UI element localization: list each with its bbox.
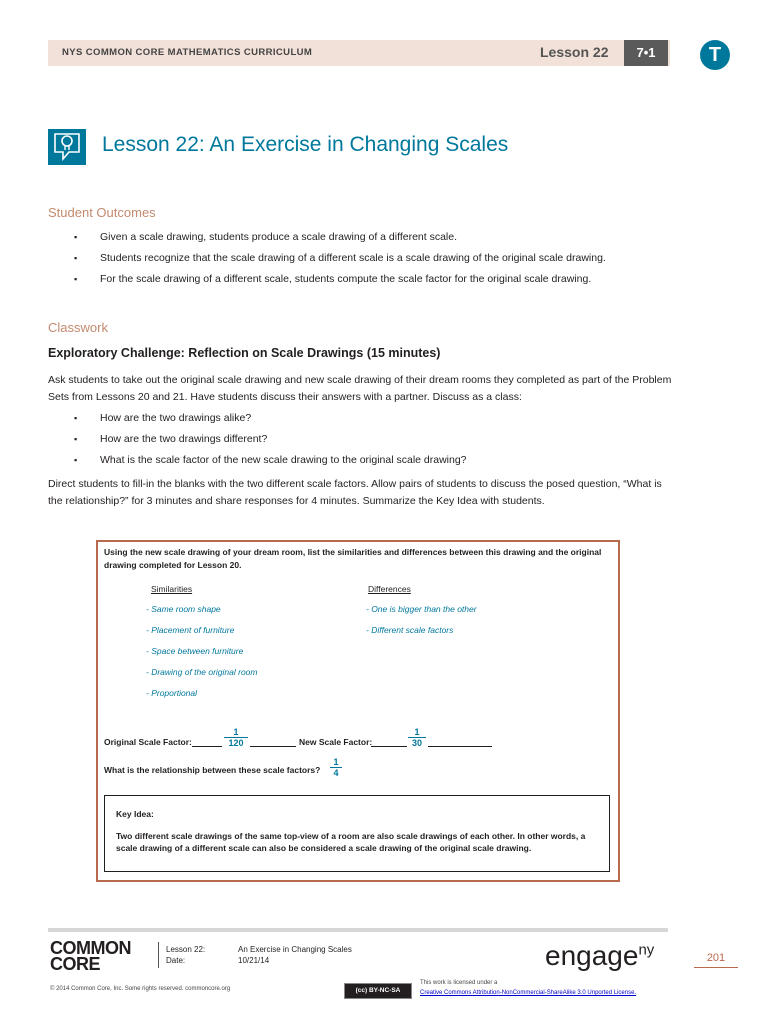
curriculum-title: NYS COMMON CORE MATHEMATICS CURRICULUM [62,47,313,58]
fraction-numerator: 1 [414,727,420,737]
similarity-answer: - Same room shape [146,604,221,614]
question-item: ▪ What is the scale factor of the new scale drawing to the original scale drawing? [48,450,688,471]
footer-rule [48,928,668,932]
lightbulb-icon [48,129,86,165]
lesson-title: Lesson 22: An Exercise in Changing Scales [102,133,509,156]
similarity-answer: - Placement of furniture [146,625,235,635]
original-scale-factor-label: Original Scale Factor: [104,737,192,747]
license-link[interactable]: Creative Commons Attribution-NonCommercial-ShareAlike 3.0 Unported License. [420,990,637,996]
original-scale-factor-fraction [224,727,248,748]
page-number: 201 [694,952,738,968]
header-lesson: Lesson 22 [540,44,609,60]
logo-line: CORE [50,954,101,974]
teacher-badge-icon: T [700,40,730,70]
copyright-text: © 2014 Common Core, Inc. Some rights reserved. commoncore.org [50,986,231,992]
outcome-item: ▪ Given a scale drawing, students produce a scale drawing of a different scale. [48,227,688,248]
challenge-heading: Exploratory Challenge: Reflection on Scale Drawings (15 minutes) [48,346,441,360]
difference-answer: - Different scale factors [366,625,454,635]
fraction-numerator: 1 [233,727,239,737]
logo-text: engage [545,940,639,971]
fraction-numerator: 1 [333,757,339,767]
new-scale-factor-label: New Scale Factor: [299,737,373,747]
difference-answer: - One is bigger than the other [366,604,477,614]
key-idea-text: Two different scale drawings of the same top-view of a room are also scale drawings of each other. In other words, a scale drawing of a different scale can also be considered a scale drawing of the original scale drawing. [116,831,586,853]
similarity-answer: - Drawing of the original room [146,667,258,677]
fraction-denominator: 30 [408,737,426,748]
logo-line: COMMON [50,938,131,958]
question-item: ▪ How are the two drawings different? [48,429,688,450]
question-item: ▪ How are the two drawings alike? [48,408,688,429]
classwork-heading: Classwork [48,320,108,335]
relationship-fraction [330,757,342,778]
logo-superscript: ny [638,941,655,959]
answer-blank [428,746,492,747]
answer-blank [371,746,407,747]
discussion-questions [48,408,688,471]
grade-module-badge: 7•1 [624,40,668,66]
similarity-answer: - Space between furniture [146,646,244,656]
footer-divider [158,942,159,968]
outcomes-heading: Student Outcomes [48,205,156,220]
outcome-item: ▪ Students recognize that the scale drawing of a different scale is a scale drawing of the original scale drawing. [48,248,688,269]
new-scale-factor-fraction [408,727,426,748]
key-idea-label: Key Idea: [116,809,154,819]
license-text: This work is licensed under a [420,980,498,986]
instruction-paragraph: Ask students to take out the original scale drawing and new scale drawing of their dream rooms they completed as part of the Problem Sets from Lessons 20 and 21. Have students discuss their answers with a partner. Discuss as a class: [48,374,672,403]
similarity-answer: - Proportional [146,688,198,698]
creative-commons-icon: (cc) BY-NC-SA [344,983,412,999]
relationship-question: What is the relationship between these scale factors? [104,765,321,775]
outcomes-list [48,227,688,290]
direction-paragraph: Direct students to fill-in the blanks with the two different scale factors. Allow pairs of students to discuss the posed question, “What is the relationship?” for 3 minutes and share responses for 4 minutes. Summarize the Key Idea with students. [48,478,662,507]
footer-date-value: 10/21/14 [238,956,270,965]
engageny-logo [545,940,654,972]
footer-date-label: Date: [166,956,186,965]
fraction-denominator: 4 [330,767,342,778]
exercise-prompt: Using the new scale drawing of your dream room, list the similarities and differences between this drawing and the original drawing completed for Lesson 20. [104,547,602,570]
differences-heading: Differences [368,584,411,594]
answer-blank [192,746,222,747]
footer-lesson-value: An Exercise in Changing Scales [238,945,352,954]
outcome-item: ▪ For the scale drawing of a different scale, students compute the scale factor for the original scale drawing. [48,269,688,290]
footer-lesson-label: Lesson 22: [166,945,206,954]
fraction-denominator: 120 [224,737,248,748]
answer-blank [250,746,296,747]
similarities-heading: Similarities [151,584,193,594]
common-core-logo [50,940,131,972]
